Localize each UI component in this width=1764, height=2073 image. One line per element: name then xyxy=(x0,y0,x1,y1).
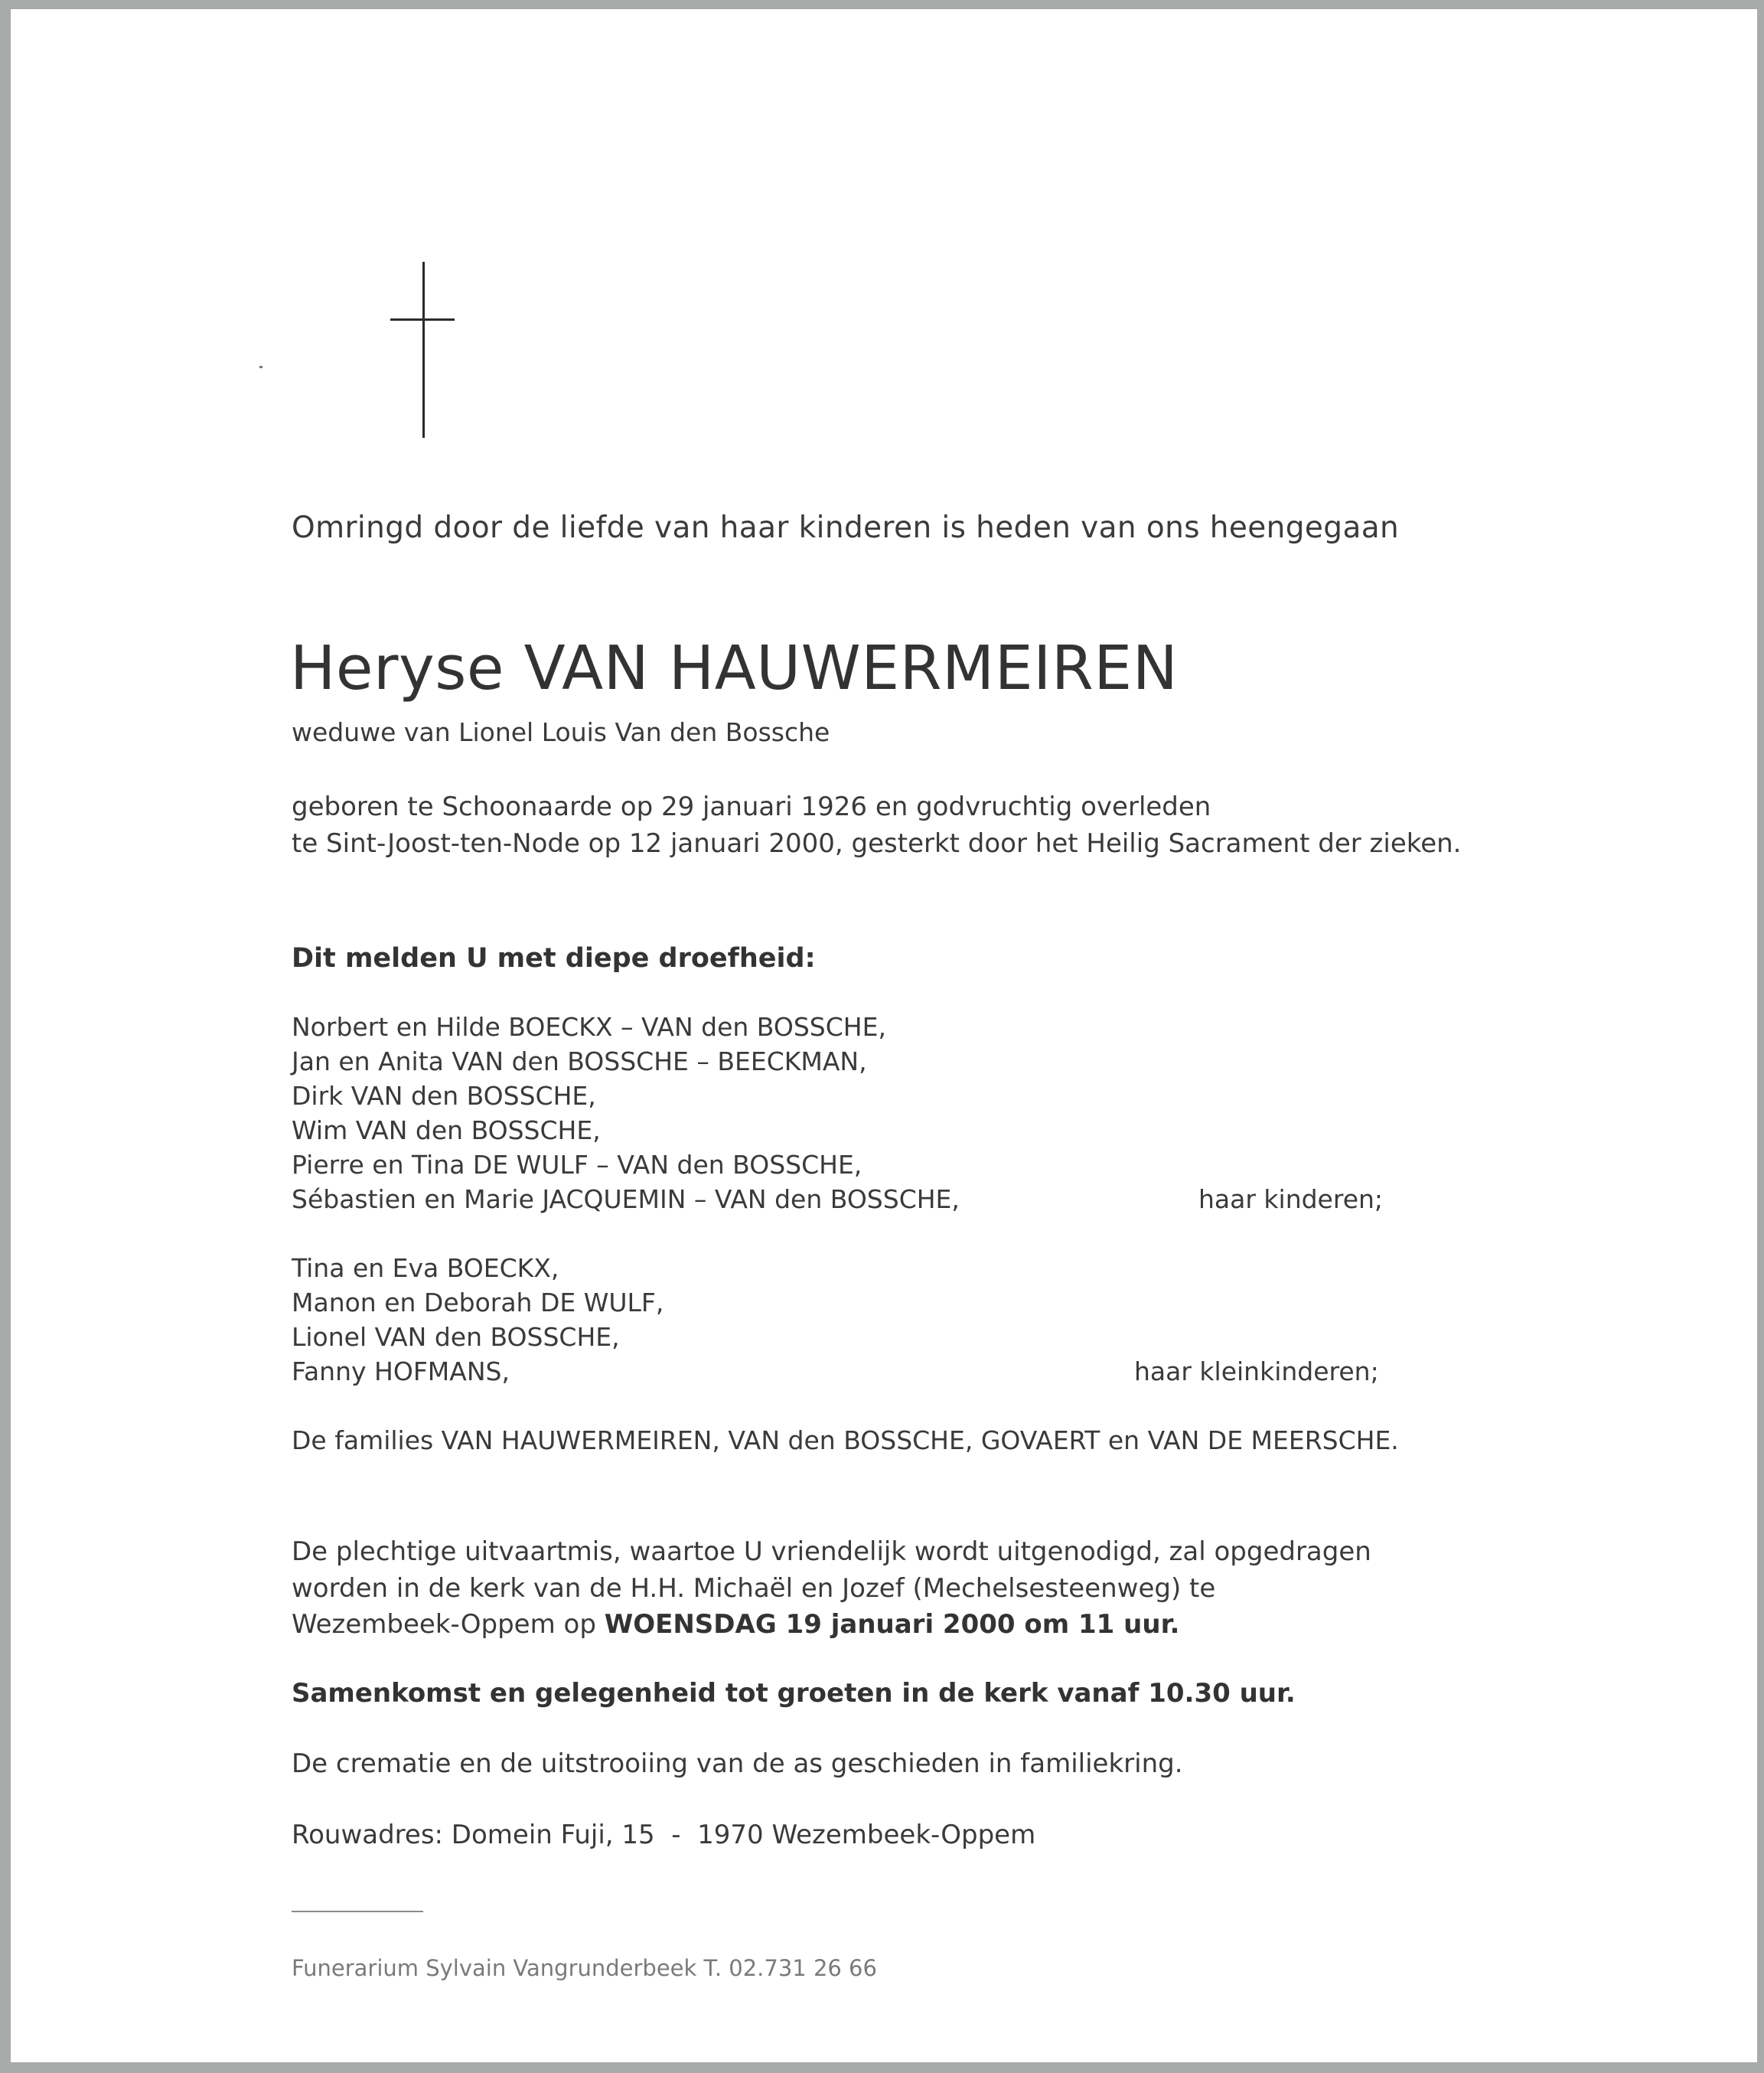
mass-date: WOENSDAG 19 januari 2000 om 11 uur. xyxy=(604,1609,1180,1640)
families-line: De families VAN HAUWERMEIREN, VAN den BOSSCHE, GOVAERT en VAN DE MEERSCHE. xyxy=(292,1425,1399,1455)
mourning-card xyxy=(11,9,1757,2062)
grandchild-entry: Fanny HOFMANS, xyxy=(292,1356,510,1386)
child-entry: Sébastien en Marie JACQUEMIN – VAN den BOSSCHE, xyxy=(292,1184,960,1214)
mourning-address: Rouwadres: Domein Fuji, 15 - 1970 Wezembeek-Oppem xyxy=(292,1820,1036,1850)
grandchild-entry: Manon en Deborah DE WULF, xyxy=(292,1288,664,1317)
intro-text: Omringd door de liefde van haar kinderen is heden van ons heengegaan xyxy=(292,511,1400,545)
birth-death-line-1: geboren te Schoonaarde op 29 januari 1926 en godvruchtig overleden xyxy=(292,792,1211,822)
mass-line-2: worden in de kerk van de H.H. Michaël en Jozef (Mechelsesteenweg) te xyxy=(292,1573,1216,1604)
grandchild-entry: Tina en Eva BOECKX, xyxy=(292,1253,559,1283)
deceased-name: Heryse VAN HAUWERMEIREN xyxy=(290,633,1179,704)
widow-of: weduwe van Lionel Louis Van den Bossche xyxy=(292,717,830,747)
children-role: haar kinderen; xyxy=(1198,1184,1384,1214)
birth-death-line-2: te Sint-Joost-ten-Node op 12 januari 2000, gesterkt door het Heilig Sacrament der zieken. xyxy=(292,828,1462,859)
child-entry: Wim VAN den BOSSCHE, xyxy=(292,1115,601,1145)
print-speck xyxy=(259,366,262,368)
grandchildren-role: haar kleinkinderen; xyxy=(1134,1356,1379,1386)
mass-place: Wezembeek-Oppem op xyxy=(292,1609,605,1640)
child-entry: Jan en Anita VAN den BOSSCHE – BEECKMAN, xyxy=(292,1046,867,1076)
child-entry: Pierre en Tina DE WULF – VAN den BOSSCHE, xyxy=(292,1150,862,1180)
funeral-home-footer: Funerarium Sylvain Vangrunderbeek T. 02.731 26 66 xyxy=(292,1955,877,1981)
child-entry: Norbert en Hilde BOECKX – VAN den BOSSCHE, xyxy=(292,1012,886,1042)
cross-icon xyxy=(390,262,455,438)
gathering-text: Samenkomst en gelegenheid tot groeten in de kerk vanaf 10.30 uur. xyxy=(292,1678,1296,1709)
grandchild-entry: Lionel VAN den BOSSCHE, xyxy=(292,1322,620,1352)
child-entry: Dirk VAN den BOSSCHE, xyxy=(292,1081,596,1111)
announcement-heading: Dit melden U met diepe droefheid: xyxy=(292,943,816,974)
footer-divider xyxy=(292,1911,423,1912)
mass-line-1: De plechtige uitvaartmis, waartoe U vriendelijk wordt uitgenodigd, zal opgedragen xyxy=(292,1536,1371,1567)
cremation-text: De crematie en de uitstrooiing van de as geschieden in familiekring. xyxy=(292,1748,1183,1779)
mass-line-3 xyxy=(292,1609,1179,1640)
